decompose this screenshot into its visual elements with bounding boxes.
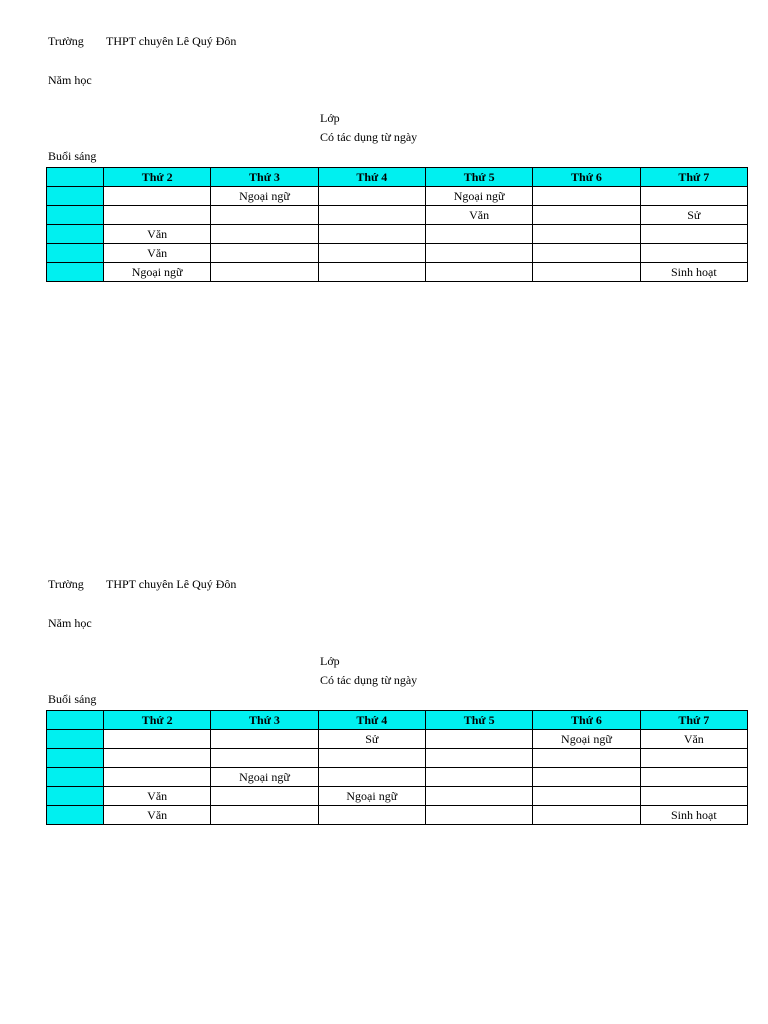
subject-cell — [104, 206, 211, 225]
subject-cell — [533, 787, 640, 806]
session-label: Buổi sáng — [48, 692, 97, 706]
table-row — [47, 244, 748, 263]
subject-cell: Sử — [640, 206, 747, 225]
school-year-label: Năm học — [48, 73, 92, 87]
subject-cell — [533, 244, 640, 263]
subject-cell — [425, 244, 532, 263]
period-cell — [47, 263, 104, 282]
subject-cell — [211, 730, 318, 749]
school-label: Trường — [48, 34, 84, 48]
period-cell — [47, 187, 104, 206]
subject-cell: Văn — [640, 730, 747, 749]
subject-cell — [425, 225, 532, 244]
table-row — [47, 806, 748, 825]
day-header: Thứ 6 — [533, 711, 640, 730]
subject-cell — [640, 225, 747, 244]
subject-cell — [318, 244, 425, 263]
subject-cell — [104, 187, 211, 206]
table-row — [47, 225, 748, 244]
school-label: Trường — [48, 577, 84, 591]
day-header: Thứ 4 — [318, 711, 425, 730]
subject-cell: Ngoại ngữ — [533, 730, 640, 749]
day-header: Thứ 2 — [104, 711, 211, 730]
subject-cell — [211, 244, 318, 263]
subject-cell — [425, 806, 532, 825]
day-header: Thứ 7 — [640, 168, 747, 187]
period-cell — [47, 730, 104, 749]
day-header: Thứ 3 — [211, 168, 318, 187]
session-label: Buổi sáng — [48, 149, 97, 163]
subject-cell — [533, 187, 640, 206]
subject-cell — [425, 730, 532, 749]
subject-cell — [640, 187, 747, 206]
timetable-header-row — [47, 168, 748, 187]
subject-cell — [318, 768, 425, 787]
timetable — [46, 167, 748, 282]
subject-cell — [318, 206, 425, 225]
timetable — [46, 710, 748, 825]
effective-date-label: Có tác dụng từ ngày — [320, 130, 418, 144]
timetable-block-2 — [0, 543, 768, 843]
subject-cell — [425, 768, 532, 787]
subject-cell — [318, 749, 425, 768]
subject-cell — [533, 806, 640, 825]
period-cell — [47, 244, 104, 263]
subject-cell: Ngoại ngữ — [211, 187, 318, 206]
day-header: Thứ 2 — [104, 168, 211, 187]
subject-cell: Ngoại ngữ — [318, 787, 425, 806]
day-header: Thứ 4 — [318, 168, 425, 187]
period-cell — [47, 768, 104, 787]
period-header-cell — [47, 711, 104, 730]
subject-cell — [318, 225, 425, 244]
subject-cell — [425, 787, 532, 806]
subject-cell — [640, 749, 747, 768]
subject-cell — [211, 787, 318, 806]
period-cell — [47, 787, 104, 806]
period-header-cell — [47, 168, 104, 187]
subject-cell: Văn — [425, 206, 532, 225]
period-cell — [47, 806, 104, 825]
table-row — [47, 787, 748, 806]
period-cell — [47, 749, 104, 768]
subject-cell: Văn — [104, 225, 211, 244]
subject-cell — [318, 187, 425, 206]
table-row — [47, 263, 748, 282]
subject-cell: Sử — [318, 730, 425, 749]
subject-cell — [211, 263, 318, 282]
table-row — [47, 187, 748, 206]
subject-cell — [318, 263, 425, 282]
table-row — [47, 730, 748, 749]
period-cell — [47, 225, 104, 244]
subject-cell — [104, 749, 211, 768]
subject-cell: Ngoại ngữ — [104, 263, 211, 282]
day-header: Thứ 3 — [211, 711, 318, 730]
subject-cell — [425, 749, 532, 768]
subject-cell — [211, 806, 318, 825]
subject-cell — [533, 749, 640, 768]
timetable-block-1 — [0, 0, 768, 300]
table-row — [47, 768, 748, 787]
subject-cell: Sinh hoạt — [640, 263, 747, 282]
table-row — [47, 749, 748, 768]
day-header: Thứ 7 — [640, 711, 747, 730]
subject-cell: Ngoại ngữ — [425, 187, 532, 206]
subject-cell — [640, 768, 747, 787]
effective-date-label: Có tác dụng từ ngày — [320, 673, 418, 687]
subject-cell — [104, 768, 211, 787]
day-header: Thứ 5 — [425, 168, 532, 187]
subject-cell — [533, 768, 640, 787]
subject-cell — [533, 225, 640, 244]
subject-cell — [425, 263, 532, 282]
subject-cell: Sinh hoạt — [640, 806, 747, 825]
day-header: Thứ 5 — [425, 711, 532, 730]
subject-cell — [318, 806, 425, 825]
subject-cell — [533, 206, 640, 225]
table-row — [47, 206, 748, 225]
subject-cell — [640, 787, 747, 806]
class-label: Lớp — [320, 111, 340, 125]
subject-cell — [640, 244, 747, 263]
subject-cell — [104, 730, 211, 749]
subject-cell: Văn — [104, 787, 211, 806]
subject-cell — [211, 749, 318, 768]
subject-cell — [211, 225, 318, 244]
day-header: Thứ 6 — [533, 168, 640, 187]
school-name: THPT chuyên Lê Quý Đôn — [106, 34, 237, 48]
school-year-label: Năm học — [48, 616, 92, 630]
subject-cell — [211, 206, 318, 225]
subject-cell: Văn — [104, 244, 211, 263]
period-cell — [47, 206, 104, 225]
subject-cell: Văn — [104, 806, 211, 825]
school-name: THPT chuyên Lê Quý Đôn — [106, 577, 237, 591]
subject-cell — [533, 263, 640, 282]
class-label: Lớp — [320, 654, 340, 668]
subject-cell: Ngoại ngữ — [211, 768, 318, 787]
timetable-header-row — [47, 711, 748, 730]
